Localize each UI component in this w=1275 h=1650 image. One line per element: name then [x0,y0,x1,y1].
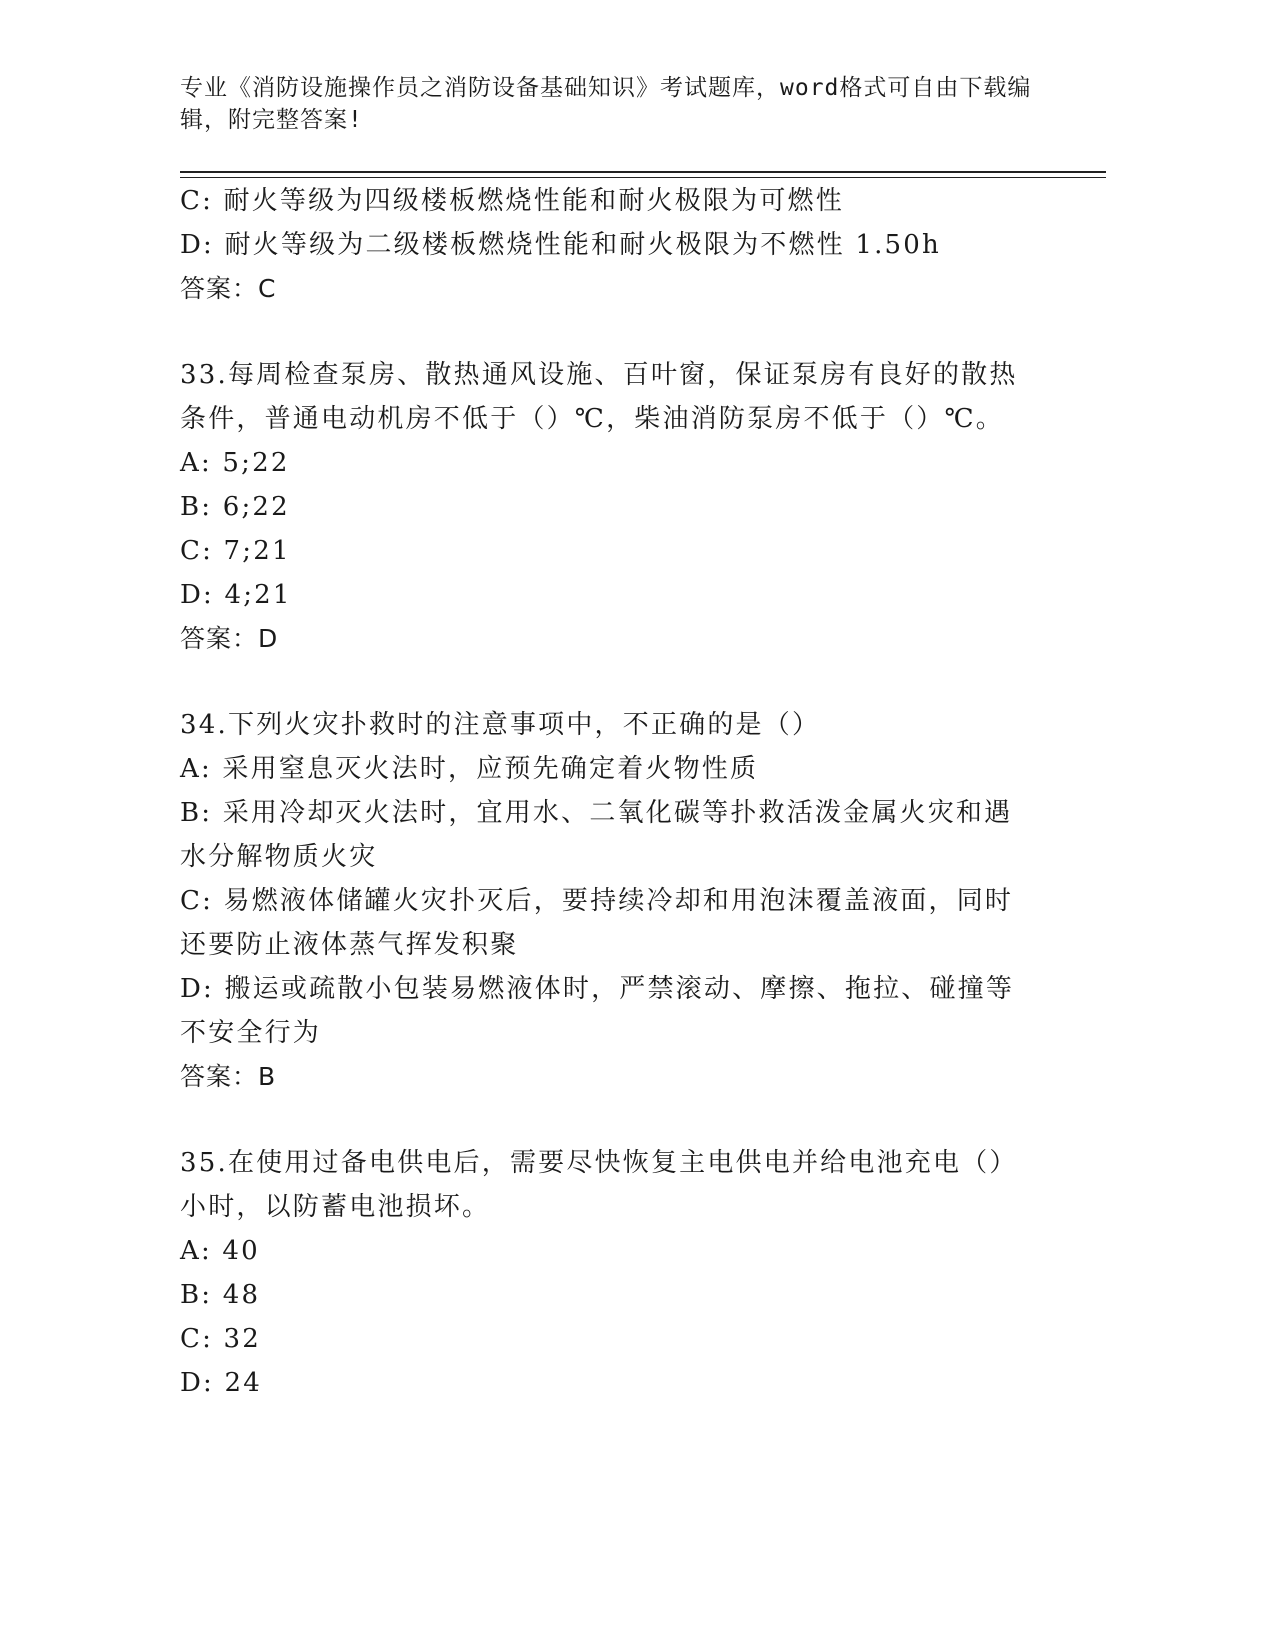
q34-stem: 34.下列火灾扑救时的注意事项中，不正确的是（） [180,710,821,740]
q33-stem: 33.每周检查泵房、散热通风设施、百叶窗，保证泵房有良好的散热条件，普通电动机房不低于（）℃，柴油消防泵房不低于（）℃。 [180,360,1018,434]
q34-answer: 答案：B [180,1062,277,1091]
spacer [180,311,1030,353]
spacer [180,1099,1030,1141]
q35-option-a: A: 40 [180,1236,260,1266]
q34-option-d: D: 搬运或疏散小包装易燃液体时，严禁滚动、摩擦、拖拉、碰撞等不安全行为 [180,974,1015,1048]
header-divider-thick [180,171,1106,173]
q32-answer: 答案：C [180,274,277,303]
q35-stem: 35.在使用过备电供电后，需要尽快恢复主电供电并给电池充电（）小时，以防蓄电池损坏。 [180,1148,1018,1222]
q35-option-b: B: 48 [180,1280,261,1310]
header-divider-thin [180,177,1106,178]
q33-answer: 答案：D [180,624,279,653]
q34-option-b: B: 采用冷却灭火法时，宜用水、二氧化碳等扑救活泼金属火灾和遇水分解物质火灾 [180,798,1013,872]
question-content [180,179,1030,1405]
spacer [180,661,1030,703]
q32-option-c: C: 耐火等级为四级楼板燃烧性能和耐火极限为可燃性 [180,186,844,216]
q35-option-d: D: 24 [180,1368,262,1398]
q34-option-c: C: 易燃液体储罐火灾扑灭后，要持续冷却和用泡沫覆盖液面，同时还要防止液体蒸气挥发积聚 [180,886,1014,960]
q35-option-c: C: 32 [180,1324,262,1354]
q33-option-b: B: 6;22 [180,492,290,522]
q33-option-c: C: 7;21 [180,536,291,566]
q33-option-d: D: 4;21 [180,580,292,610]
q33-option-a: A: 5;22 [180,448,290,478]
document-header: 专业《消防设施操作员之消防设备基础知识》考试题库，word格式可自由下载编辑，附完整答案! [180,75,1032,133]
q34-option-a: A: 采用窒息灭火法时，应预先确定着火物性质 [180,754,759,784]
q32-option-d: D: 耐火等级为二级楼板燃烧性能和耐火极限为不燃性 1.50h [180,230,941,260]
